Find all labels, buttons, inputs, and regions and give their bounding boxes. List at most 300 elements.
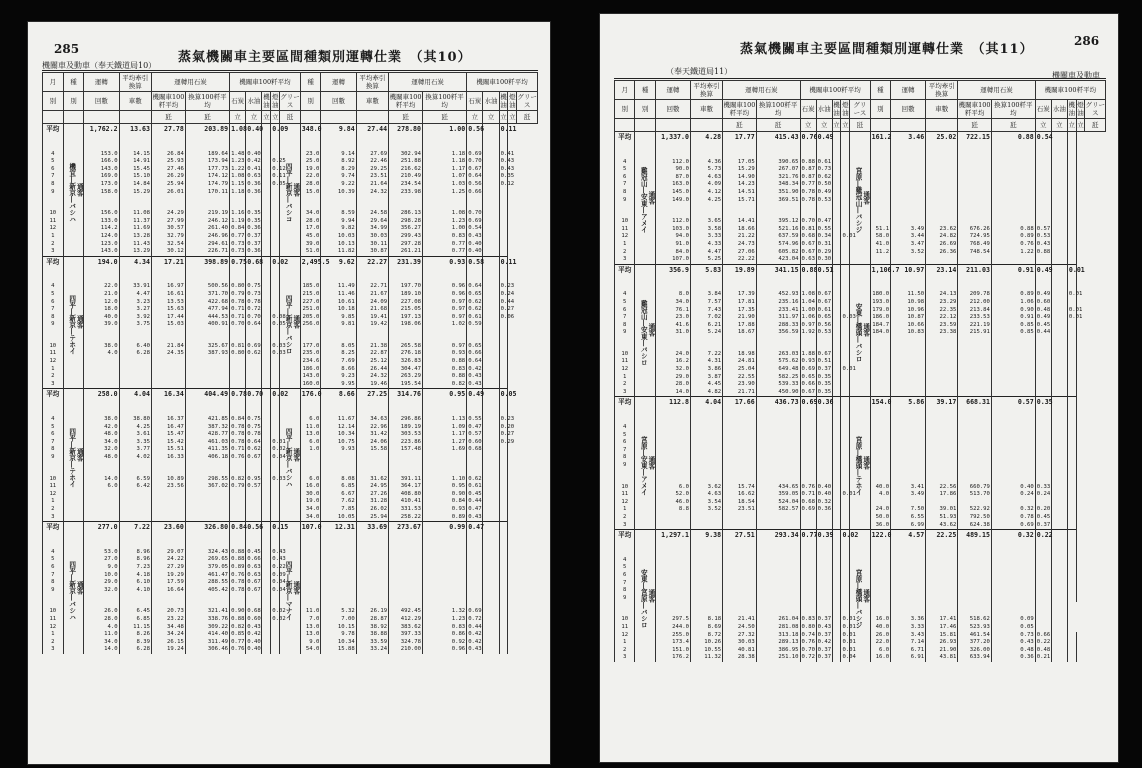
table-cell [841,454,850,462]
table-cell [356,454,388,462]
table-cell [800,447,816,455]
average-value: 356.9 [655,264,690,277]
table-cell [262,299,271,307]
average-value: 0.88 [991,132,1035,145]
table-cell: 227.08 [389,299,423,307]
table-cell: 7.14 [891,639,926,647]
month-cell: 5 [615,166,635,174]
table-cell: 209.78 [958,277,992,299]
table-cell [1067,522,1076,530]
table-cell: 3.33 [690,233,722,241]
table-cell: 26.93 [926,639,958,647]
table-cell [1067,632,1076,640]
table-cell: 0.57 [247,483,261,490]
table-cell: 0.53 [817,196,832,203]
table-cell: 0.72 [468,615,482,622]
table-cell: 6.28 [119,350,151,358]
table-cell [958,189,992,197]
table-cell: 522.92 [958,506,992,514]
average-value: 107.0 [300,522,321,535]
table-cell: 210.49 [389,173,423,181]
route-label: 四平―新京―バシハ [284,428,293,488]
table-cell: 0.65 [468,290,482,297]
table-cell [300,535,321,557]
table-cell [499,218,508,226]
table-cell: 227.0 [300,299,321,307]
month-cell: 7 [43,306,64,314]
average-value: 0.56 [467,124,483,137]
table-cell: 325.67 [185,329,229,351]
table-cell: 0.88 [800,145,816,167]
table-cell: 0.29 [817,248,832,255]
average-value: 176.0 [300,389,321,402]
table-cell: 605.82 [756,249,800,257]
table-cell: 27.99 [152,218,186,226]
table-cell: 1.25 [423,189,467,197]
table-cell: 0.66 [247,556,261,563]
table-cell [832,595,841,603]
table-cell [1035,432,1051,440]
table-cell: 26.0 [870,632,890,640]
month-cell: 12 [43,624,64,632]
table-cell: 0.31 [817,240,832,247]
table-cell [756,514,800,522]
table-cell: 309.22 [185,624,229,632]
table-cell: 180.0 [870,277,890,299]
table-cell: 387.93 [185,350,229,358]
table-cell [756,580,800,588]
table-cell: 9.82 [321,225,356,233]
table-cell [230,514,246,522]
month-cell: 1 [615,639,635,647]
average-value: 10.97 [891,264,926,277]
table-cell [926,256,958,264]
table-cell: 9.78 [321,631,356,639]
table-cell: 303.53 [389,431,423,439]
table-cell [926,374,958,382]
unit-label: 立 [816,119,832,132]
table-cell [262,556,271,564]
table-cell [1051,358,1067,366]
table-cell: 38.80 [119,402,151,424]
table-cell [926,197,958,205]
table-cell: 1.08 [423,196,467,218]
table-cell: 15.03 [152,321,186,329]
table-cell [483,506,499,514]
month-cell: 8 [615,322,635,330]
table-cell: 0.48 [1036,306,1051,313]
table-cell [262,535,271,557]
column-subheader: 別 [63,92,84,111]
route-label: 安東―宮原―バシロ [639,568,648,629]
table-cell: 0.73 [231,240,245,247]
table-cell: 0.24 [991,491,1035,499]
table-cell: 0.01 [842,366,856,373]
table-cell [483,248,499,256]
table-cell [483,158,499,166]
table-cell: 11.43 [119,241,151,249]
unit-label: 立 [832,119,841,132]
table-cell [841,299,850,307]
table-cell [499,366,508,374]
table-cell [991,197,1035,205]
column-header: 運轉用石炭 [958,81,1035,100]
table-cell [723,454,757,462]
table-cell: 30.12 [152,248,186,256]
table-cell [1051,522,1067,530]
table-cell: 0.67 [816,277,832,299]
table-cell [832,358,841,366]
table-cell: 123.0 [84,241,119,249]
table-cell [499,241,508,249]
table-cell: 17.39 [723,277,757,299]
table-cell [483,564,499,572]
table-cell: 4.82 [690,389,722,397]
table-cell: 0.60 [468,438,482,445]
table-cell [1067,491,1076,499]
table-cell: 379.05 [185,564,229,572]
table-cell [152,506,186,514]
table-cell [483,314,499,322]
table-cell [891,410,926,432]
month-cell: 9 [43,189,64,197]
route-label: 四平―新京―テホイ [67,295,76,355]
average-row [43,389,538,402]
table-cell: 0.67 [247,586,261,593]
table-cell [483,321,499,329]
unit-label: 立 [483,111,499,124]
table-cell: 276.18 [389,350,423,358]
table-cell: 395.12 [756,204,800,226]
average-value: 0.99 [423,522,467,535]
table-cell: 3.84 [690,277,722,299]
table-cell: 263.29 [389,373,423,381]
table-cell: 22.35 [926,307,958,315]
route-label: 四平―新京―マナイ [284,560,293,621]
table-cell: 0.88 [230,535,246,557]
table-cell: 3.27 [119,306,151,314]
table-cell: 3.33 [891,624,926,632]
table-cell: 0.40 [247,646,261,653]
table-cell [119,366,151,374]
table-cell: 27.32 [723,632,757,640]
table-cell: 313.18 [756,632,800,640]
table-cell [499,639,508,647]
table-cell: 143.0 [84,248,119,256]
table-cell: 4.31 [690,358,722,366]
table-cell [262,381,271,389]
table-cell [832,587,841,595]
table-cell: 0.70 [801,646,816,653]
table-cell [483,218,499,226]
table-cell: 40.0 [870,470,890,492]
month-cell: 12 [43,358,64,366]
table-cell [926,389,958,397]
table-cell [499,248,508,256]
table-cell [467,454,483,462]
table-cell [499,564,508,572]
table-cell [870,256,890,264]
table-cell: 3.92 [119,314,151,322]
table-cell: 16.33 [152,454,186,462]
column-subheader: 水油 [816,100,832,119]
table-cell: 157.48 [389,446,423,454]
table-cell [926,447,958,455]
table-cell: 34.48 [152,624,186,632]
table-cell: 0.05 [272,180,286,187]
table-cell: 0.77 [423,248,467,256]
table-cell: 22.56 [926,470,958,492]
table-cell [483,454,499,462]
table-cell [499,579,508,587]
table-cell [84,491,119,499]
table-cell [499,587,508,595]
table-cell: 24.95 [356,483,388,491]
table-cell [262,646,271,654]
month-cell: 7 [615,181,635,189]
month-cell: 11 [43,350,64,358]
table-cell [800,564,816,572]
table-cell: 28.0 [300,218,321,226]
table-cell: 30.03 [356,233,388,241]
table-cell: 8.69 [690,624,722,632]
table-cell: 30.0 [300,491,321,499]
table-cell [756,410,800,432]
table-cell: 0.01 [841,602,850,624]
table-cell [84,506,119,514]
average-value: 19.89 [723,264,757,277]
table-cell: 11.32 [690,654,722,662]
average-value: 27.78 [152,124,186,137]
table-cell: 0.89 [423,514,467,522]
table-cell [262,314,271,322]
table-cell [841,307,850,315]
unit-label: 瓩 [756,119,800,132]
month-cell: 3 [615,522,635,530]
table-cell [1051,470,1067,492]
table-cell [832,639,841,647]
table-cell: 7.50 [891,506,926,514]
table-cell: 76.1 [655,307,690,315]
table-cell: 11.69 [119,225,151,233]
table-cell: 10.75 [321,439,356,447]
table-cell [891,181,926,189]
table-cell: 15.42 [152,439,186,447]
table-cell [1051,499,1067,507]
table-cell: 17.88 [723,322,757,330]
table-cell: 176.2 [655,654,690,662]
table-cell [423,454,467,462]
table-cell: 4.25 [690,197,722,205]
table-cell [483,196,499,218]
table-cell: 0.57 [1036,225,1051,232]
table-cell [262,564,271,572]
table-cell: 3.44 [891,233,926,241]
table-cell: 1.27 [423,439,467,447]
table-cell: 21.90 [723,314,757,322]
table-cell: 0.78 [801,196,816,203]
table-cell [991,337,1035,359]
month-cell: 1 [43,498,64,506]
table-cell: 197.70 [389,269,423,291]
table-cell [816,439,832,447]
table-cell [756,522,800,530]
table-cell: 205.0 [300,314,321,322]
table-cell: 0.37 [817,646,832,653]
month-cell: 8 [615,587,635,595]
page-number: 286 [1074,34,1100,48]
table-cell: 0.78 [231,579,245,586]
page-title: 蒸氣機關車主要區間種類別運轉仕業 （其10） [178,50,472,65]
table-cell [1067,470,1076,492]
table-cell [756,439,800,447]
month-cell: 1 [43,233,64,241]
table-cell [246,373,262,381]
month-cell: 4 [615,410,635,432]
table-cell: 3.86 [690,366,722,374]
table-cell: 0.78 [991,514,1035,522]
month-cell: 10 [615,204,635,226]
table-cell: 0.43 [271,535,280,557]
route-label: 雞冠山―安東―バシロ [639,300,648,367]
table-cell [483,594,499,616]
table-cell: 0.41 [499,137,508,159]
unit-label [891,119,926,132]
table-cell: 0.37 [817,654,832,661]
table-cell [423,556,467,564]
table-cell [262,321,271,329]
table-cell [483,350,499,358]
table-cell [1035,337,1051,359]
table-cell [723,410,757,432]
table-cell: 8.8 [655,506,690,514]
table-cell [230,506,246,514]
table-cell: 21.84 [152,329,186,351]
table-cell: 434.65 [756,470,800,492]
unit-label: 瓩 [389,111,423,124]
table-cell: 11.0 [300,594,321,616]
table-cell [690,439,722,447]
average-value: 17.21 [152,256,186,269]
table-cell [262,462,271,484]
table-cell [841,506,850,514]
table-cell: 0.47 [816,204,832,226]
table-cell: 31.42 [356,431,388,439]
table-cell [991,543,1035,565]
month-cell: 10 [615,470,635,492]
table-cell [926,189,958,197]
column-header: 機關車100粁平均 [230,73,301,92]
table-cell: 156.0 [84,196,119,218]
table-cell: 26.01 [152,189,186,197]
table-cell: 400.91 [185,321,229,329]
table-cell [271,366,280,374]
table-cell: 11.46 [321,291,356,299]
table-cell: 296.86 [389,402,423,424]
table-cell: 0.27 [500,431,515,438]
table-cell: 0.35 [500,173,515,180]
column-subheader: 車數 [119,92,151,111]
table-cell [832,181,841,189]
table-cell [1051,514,1067,522]
average-value: 489.15 [958,530,992,543]
table-cell [152,381,186,389]
unit-label [615,119,635,132]
average-value: 0.76 [800,132,816,145]
table-cell [870,197,890,205]
table-cell [841,181,850,189]
table-cell: 21.64 [356,181,388,189]
table-cell: 387.32 [185,424,229,432]
table-cell: 21.0 [84,291,119,299]
table-cell: 0.76 [231,454,245,460]
table-cell: 0.61 [817,306,832,313]
table-cell: 0.78 [231,438,245,445]
table-cell: 0.40 [468,240,482,247]
average-row [615,264,1106,277]
average-row [43,124,538,137]
table-cell: 13.53 [152,299,186,307]
average-value: 23.14 [926,264,958,277]
average-value [841,132,850,145]
table-cell [841,462,850,470]
table-cell: 0.05 [272,321,286,328]
table-cell: 1.00 [801,306,816,313]
table-cell: 348.34 [756,181,800,189]
table-cell: 8.18 [690,602,722,624]
table-cell: 234.6 [300,358,321,366]
table-cell: 184.0 [870,329,890,337]
table-cell: 6.59 [119,462,151,484]
train-kind: 通客 宮原―雞冠山―バシジ [850,132,870,265]
route-label: 四平―新京―テホイ [67,428,76,488]
table-cell [483,402,499,424]
table-cell [185,498,229,506]
table-cell: 179.0 [870,307,890,315]
table-cell [271,269,280,291]
month-cell: 12 [615,366,635,374]
table-cell: 54.0 [300,646,321,654]
table-cell [991,462,1035,470]
table-cell: 0.44 [468,498,482,505]
table-cell: 0.68 [246,594,262,616]
table-cell [271,491,280,499]
table-cell: 0.42 [247,158,261,165]
table-cell [1051,432,1067,440]
table-cell [389,587,423,595]
average-value: 0.49 [816,132,832,145]
table-cell: 9.81 [321,321,356,329]
table-cell: 7.85 [321,506,356,514]
table-cell: 0.60 [247,615,261,622]
table-cell [389,556,423,564]
average-value: 0.75 [230,256,246,269]
table-cell: 3.35 [119,439,151,447]
table-cell [991,189,1035,197]
table-cell [891,374,926,382]
table-cell [262,483,271,491]
table-cell [841,564,850,572]
table-cell: 0.35 [817,373,832,380]
table-cell [262,291,271,299]
table-cell [483,587,499,595]
table-cell [246,514,262,522]
table-cell [1067,564,1076,572]
table-cell: 10.05 [321,514,356,522]
table-cell: 0.85 [991,329,1035,337]
train-kind: 通客 宮原―橋頭―テホイ [850,397,870,530]
table-cell: 406.18 [185,454,229,462]
